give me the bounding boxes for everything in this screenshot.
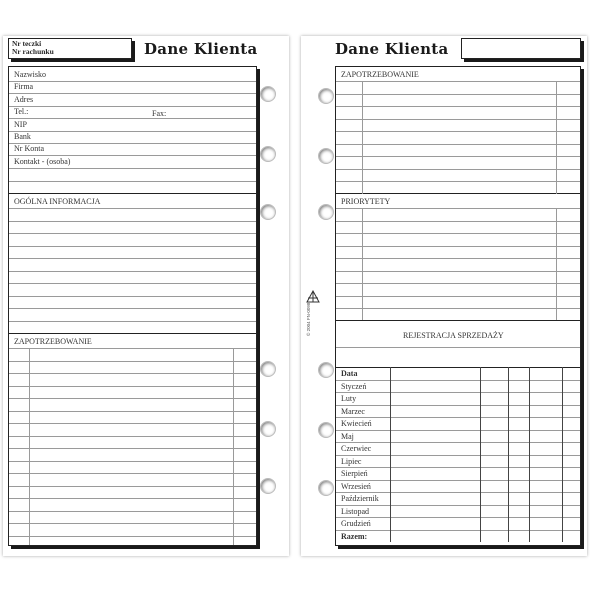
table-column-rule (508, 367, 509, 542)
table-rule (336, 417, 580, 418)
binder-hole (318, 204, 334, 220)
folder-number-label: Nr teczki (12, 39, 42, 48)
column-rule (233, 348, 234, 545)
needs-form (335, 66, 581, 546)
field-rule (9, 143, 256, 144)
writing-rule (9, 398, 256, 399)
table-column-rule (529, 367, 530, 542)
table-column-rule (562, 367, 563, 542)
writing-rule (336, 119, 580, 120)
binder-hole (260, 361, 276, 377)
writing-rule (336, 106, 580, 107)
column-rule (362, 208, 363, 320)
needs-heading: ZAPOTRZEBOWANIE (341, 70, 419, 79)
writing-rule (336, 258, 580, 259)
writing-rule (336, 308, 580, 309)
writing-rule (9, 296, 256, 297)
writing-rule (336, 181, 580, 182)
month-label: Kwiecień (341, 419, 372, 428)
writing-rule (336, 233, 580, 234)
month-label: Listopad (341, 506, 369, 516)
writing-rule (9, 536, 256, 537)
field-label: NIP (14, 119, 27, 129)
writing-rule (9, 208, 256, 209)
writing-rule (9, 461, 256, 462)
rule (336, 347, 580, 348)
table-rule (336, 505, 580, 506)
column-rule (362, 81, 363, 194)
account-number-label: Nr rachunku (12, 47, 54, 56)
writing-rule (9, 373, 256, 374)
page-title: Dane Klienta (335, 40, 449, 58)
writing-rule (9, 473, 256, 474)
left-page (3, 36, 289, 556)
binder-hole (260, 86, 276, 102)
total-label: Razem: (341, 531, 368, 541)
writing-rule (9, 486, 256, 487)
table-rule (336, 530, 580, 531)
field-label: Nr Konta (14, 144, 44, 154)
copyright-text: © 2004 FN-0098 (306, 302, 311, 336)
table-rule (336, 455, 580, 456)
month-label: Maj (341, 431, 354, 441)
binder-hole (318, 422, 334, 438)
field-rule (9, 106, 256, 107)
writing-rule (9, 258, 256, 259)
field-label: Adres (14, 94, 34, 104)
divider (336, 193, 580, 194)
writing-rule (9, 271, 256, 272)
month-label: Grudzień (341, 519, 371, 528)
sales-date-header: Data (341, 369, 358, 378)
table-rule (336, 517, 580, 518)
month-label: Październik (341, 494, 379, 503)
writing-rule (336, 271, 580, 272)
fax-label: Fax: (152, 109, 167, 118)
page-title: Dane Klienta (144, 40, 258, 58)
binder-hole (318, 362, 334, 378)
writing-rule (336, 156, 580, 157)
table-rule (336, 492, 580, 493)
writing-rule (9, 246, 256, 247)
field-label: Bank (14, 132, 31, 141)
field-label: Kontakt - (osoba) (14, 156, 71, 166)
table-rule (336, 442, 580, 443)
writing-rule (336, 169, 580, 170)
month-label: Sierpień (341, 469, 368, 478)
writing-rule (336, 131, 580, 132)
column-rule (556, 81, 557, 194)
binder-hole (318, 480, 334, 496)
writing-rule (336, 296, 580, 297)
column-rule (29, 348, 30, 545)
writing-rule (9, 511, 256, 512)
writing-rule (9, 221, 256, 222)
divider (9, 193, 256, 194)
writing-rule (9, 233, 256, 234)
table-rule (336, 380, 580, 381)
writing-rule (336, 221, 580, 222)
month-label: Marzec (341, 406, 365, 416)
writing-rule (9, 411, 256, 412)
table-column-rule (480, 367, 481, 542)
month-label: Czerwiec (341, 444, 372, 453)
field-rule (9, 118, 256, 119)
writing-rule (336, 283, 580, 284)
field-rule (9, 181, 256, 182)
writing-rule (9, 498, 256, 499)
field-label: Tel.: (14, 107, 29, 117)
divider (9, 333, 256, 334)
table-rule (336, 405, 580, 406)
table-column-rule (390, 367, 391, 542)
writing-rule (9, 436, 256, 437)
field-rule (9, 168, 256, 169)
month-label: Lipiec (341, 456, 362, 466)
priorities-heading: PRIORYTETY (341, 197, 391, 206)
client-form (8, 66, 257, 546)
writing-rule (9, 423, 256, 424)
writing-rule (9, 386, 256, 387)
binder-hole (318, 148, 334, 164)
table-rule (336, 467, 580, 468)
binder-hole (260, 478, 276, 494)
table-rule (336, 430, 580, 431)
month-label: Luty (341, 394, 357, 403)
column-rule (556, 208, 557, 320)
right-page (301, 36, 587, 556)
divider (336, 367, 580, 368)
field-rule (9, 93, 256, 94)
field-label: Nazwisko (14, 70, 46, 79)
binder-hole (318, 88, 334, 104)
table-rule (336, 480, 580, 481)
writing-rule (9, 361, 256, 362)
binder-hole (260, 204, 276, 220)
needs-heading: ZAPOTRZEBOWANIE (14, 337, 92, 346)
field-rule (9, 81, 256, 82)
writing-rule (336, 94, 580, 95)
field-rule (9, 131, 256, 132)
writing-rule (336, 246, 580, 247)
writing-rule (9, 321, 256, 322)
binder-hole (260, 421, 276, 437)
writing-rule (336, 208, 580, 209)
writing-rule (336, 81, 580, 82)
general-info-heading: OGÓLNA INFORMACJA (14, 197, 101, 206)
divider (336, 320, 580, 321)
writing-rule (9, 308, 256, 309)
sales-heading: REJESTRACJA SPRZEDAŻY (403, 331, 504, 340)
month-label: Wrzesień (341, 481, 371, 491)
folder-number-box (8, 38, 132, 59)
binder-hole (260, 146, 276, 162)
table-rule (336, 392, 580, 393)
writing-rule (336, 144, 580, 145)
field-label: Firma (14, 82, 34, 92)
month-label: Styczeń (341, 381, 367, 391)
writing-rule (9, 348, 256, 349)
reference-box (461, 38, 581, 59)
writing-rule (9, 448, 256, 449)
writing-rule (9, 523, 256, 524)
writing-rule (9, 283, 256, 284)
